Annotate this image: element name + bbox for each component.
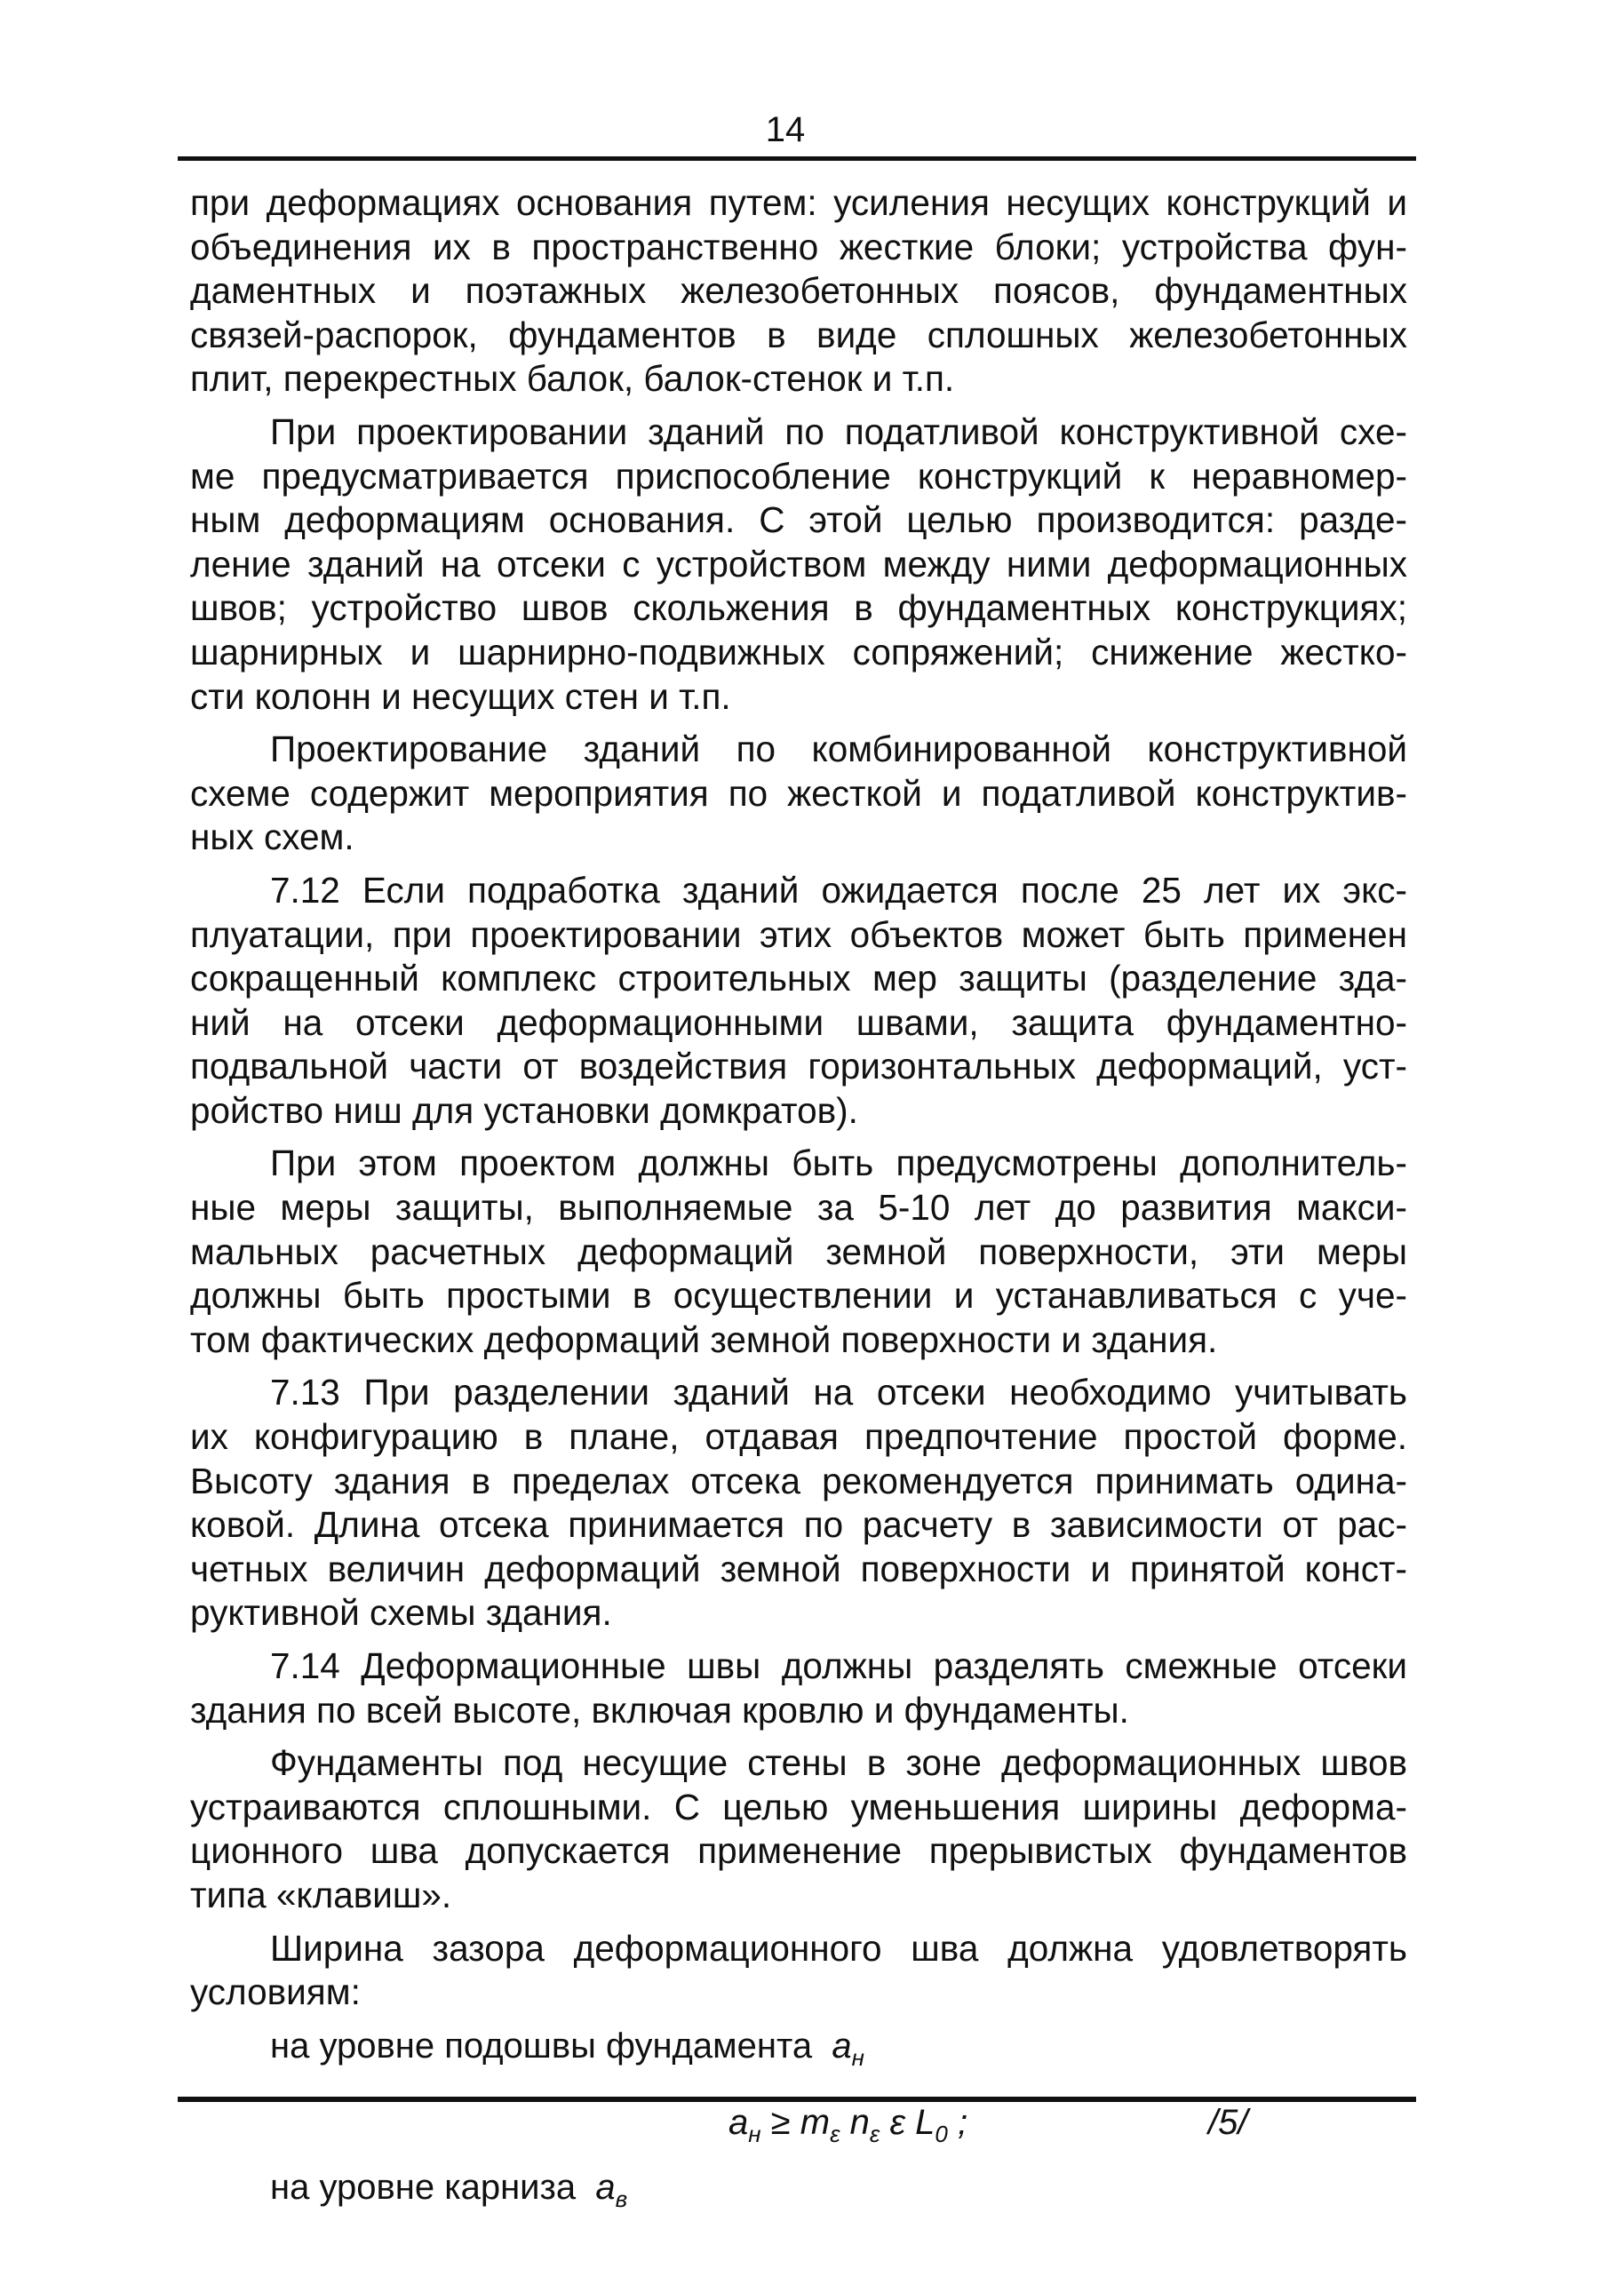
- formula-n-sub: ε: [869, 2120, 880, 2147]
- text-line: объединения их в пространственно жесткие блоки; устройства фун-: [190, 226, 1407, 267]
- formula-m: m: [800, 2102, 831, 2142]
- footer-rule: [178, 2097, 1416, 2102]
- text-line: ные меры защиты, выполняемые за 5-10 лет до развития макси-: [190, 1187, 1407, 1229]
- text-line: Фундаменты под несущие стены в зоне деформационных швов: [270, 1742, 1407, 1784]
- variable: a: [595, 2167, 616, 2207]
- text-line: ний на отсеки деформационными швами, защита фундаментно-: [190, 1001, 1407, 1043]
- text-line: ных схем.: [190, 816, 354, 858]
- text-line: подвальной части от воздействия горизонтальных деформаций, уст-: [190, 1046, 1407, 1087]
- paragraph: [190, 1644, 1407, 1732]
- text-line: плуатации, при проектировании этих объектов может быть применен: [190, 913, 1407, 955]
- formula-m-sub: ε: [830, 2120, 840, 2147]
- paragraph: [190, 1927, 1407, 2015]
- text-line: условиям:: [190, 1971, 361, 2013]
- text-line: должны быть простыми в осуществлении и устанавливаться с уче-: [190, 1275, 1407, 1317]
- formula-n: n: [849, 2102, 870, 2142]
- text-line: ление зданий на отсеки с устройством между ними деформационных: [190, 543, 1407, 585]
- subscript: в: [615, 2185, 628, 2212]
- text-line: даментных и поэтажных железобетонных поясов, фундаментных: [190, 270, 1407, 312]
- subscript: н: [851, 2043, 864, 2071]
- page-body: [190, 181, 1407, 2221]
- text-line: ме предусматривается приспособление конструкций к неравномер-: [190, 455, 1407, 497]
- formula-lhs: a: [728, 2102, 749, 2142]
- text-line: мальных расчетных деформаций земной поверхности, эти меры: [190, 1230, 1407, 1272]
- text-line: здания по всей высоте, включая кровлю и фундаменты.: [190, 1689, 1129, 1731]
- text-line: Высоту здания в пределах отсека рекомендуется принимать одина-: [190, 1460, 1407, 1501]
- condition-label: на уровне карниза: [270, 2167, 577, 2207]
- text-line: 7.14 Деформационные швы должны разделять смежные отсеки: [270, 1645, 1407, 1686]
- text-line: руктивной схемы здания.: [190, 1592, 612, 1634]
- text-line: четных величин деформаций земной поверхности и принятой конст-: [190, 1548, 1407, 1589]
- paragraph: [190, 728, 1407, 860]
- formula-row: [190, 2101, 1407, 2160]
- text-line: том фактических деформаций земной поверхности и здания.: [190, 1318, 1218, 1360]
- formula-L: L: [915, 2102, 935, 2142]
- text-line: Проектирование зданий по комбинированной конструктивной: [270, 728, 1407, 770]
- text-line: типа «клавиш».: [190, 1874, 452, 1915]
- text-line: ройство ниш для установки домкратов).: [190, 1089, 858, 1131]
- page-number: 14: [765, 110, 806, 149]
- formula-relation: ≥: [770, 2102, 791, 2142]
- text-line: сти колонн и несущих стен и т.п.: [190, 675, 731, 717]
- paragraph: [190, 1371, 1407, 1636]
- condition-cornice: [190, 2165, 1407, 2221]
- text-line: при деформациях основания путем: усиления несущих конструкций и: [190, 182, 1407, 223]
- paragraph: [190, 410, 1407, 719]
- text-line: При этом проектом должны быть предусмотрены дополнитель-: [270, 1142, 1407, 1184]
- formula-L-sub: 0: [935, 2120, 948, 2147]
- variable: a: [832, 2026, 852, 2066]
- paragraph: [190, 1142, 1407, 1362]
- text-line: швов; устройство швов скольжения в фундаментных конструкциях;: [190, 587, 1407, 629]
- header-rule: [178, 156, 1416, 161]
- text-line: связей-распорок, фундаментов в виде сплошных железобетонных: [190, 314, 1407, 355]
- text-line: схеме содержит мероприятия по жесткой и податливой конструктив-: [190, 772, 1407, 814]
- text-line: 7.12 Если подработка зданий ожидается после 25 лет их экс-: [270, 869, 1407, 911]
- formula-eps: ε: [889, 2102, 906, 2142]
- text-line: 7.13 При разделении зданий на отсеки необходимо учитывать: [270, 1372, 1407, 1413]
- condition-label: на уровне подошвы фундамента: [270, 2026, 813, 2066]
- text-line: ковой. Длина отсека принимается по расчету в зависимости от рас-: [190, 1504, 1407, 1546]
- text-line: Ширина зазора деформационного шва должна удовлетворять: [270, 1927, 1407, 1969]
- paragraph: [190, 869, 1407, 1134]
- formula-end: ;: [958, 2102, 968, 2142]
- text-line: плит, перекрестных балок, балок-стенок и т.п.: [190, 358, 955, 400]
- text-line: ным деформациям основания. С этой целью производится: разде-: [190, 499, 1407, 541]
- text-line: сокращенный комплекс строительных мер защиты (разделение зда-: [190, 958, 1407, 999]
- text-line: При проектировании зданий по податливой конструктивной схе-: [270, 410, 1407, 452]
- text-line: их конфигурацию в плане, отдавая предпочтение простой форме.: [190, 1416, 1407, 1458]
- formula-number: /5/: [1208, 2102, 1248, 2142]
- text-line: ционного шва допускается применение прерывистых фундаментов: [190, 1830, 1407, 1872]
- text-line: устраиваются сплошными. С целью уменьшения ширины деформа-: [190, 1786, 1407, 1827]
- condition-foundation: [190, 2024, 1407, 2080]
- formula: [728, 2101, 967, 2157]
- text-line: шарнирных и шарнирно-подвижных сопряжений; снижение жестко-: [190, 631, 1407, 673]
- paragraph: [190, 1741, 1407, 1917]
- formula-lhs-sub: н: [748, 2120, 761, 2147]
- paragraph: [190, 181, 1407, 402]
